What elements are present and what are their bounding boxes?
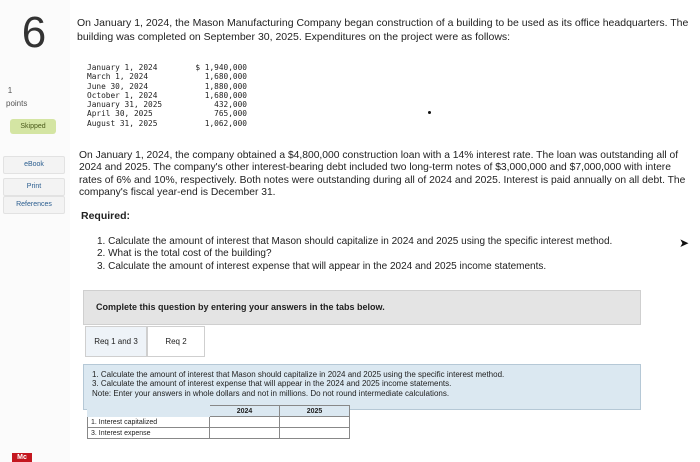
requirements-list (97, 236, 612, 273)
loan-text: On January 1, 2024, the company obtained a $4,800,000 construction loan with a 14% interest rate. The loan was outstanding all of 2024 and 2025. The company's other interest-bearing debt included two long-term notes of $3,000,000 and $7,000,000 with intere rates of 6% and 10%, respectively. Both notes were outstanding during all of 2024 and 2025. Interest is paid annually on all debt. The company's fiscal year-end is December 31. (79, 150, 686, 199)
mouse-cursor-icon: ➤ (679, 236, 690, 250)
table-header-row (88, 406, 350, 417)
table-row: August 31, 2025 1,062,000 (87, 118, 247, 128)
left-rail (0, 0, 70, 462)
table-row: March 1, 2024 1,680,000 (87, 72, 247, 82)
question-number: 6 (21, 8, 47, 57)
answer-table (87, 405, 350, 439)
interest-capitalized-2024-input[interactable] (210, 417, 280, 428)
publisher-logo: Mc (12, 453, 32, 462)
points-label: points (6, 99, 28, 108)
column-header-2024: 2024 (210, 406, 280, 417)
column-header-2025: 2025 (280, 406, 350, 417)
status-badge: Skipped (10, 119, 56, 134)
required-heading: Required: (81, 210, 131, 222)
print-link[interactable]: Print (3, 178, 65, 196)
interest-expense-2024-input[interactable] (210, 428, 280, 439)
ebook-link[interactable]: eBook (3, 156, 65, 174)
table-row: October 1, 2024 1,680,000 (87, 90, 247, 100)
interest-capitalized-2025-input[interactable] (280, 417, 350, 428)
stray-dot (428, 111, 431, 114)
table-row: January 31, 2025 432,000 (87, 100, 247, 110)
table-row (88, 417, 350, 428)
table-row: April 30, 2025 765,000 (87, 109, 247, 119)
tab-req-2[interactable]: Req 2 (147, 326, 205, 357)
tab-panel-instructions: 1. Calculate the amount of interest that Mason should capitalize in 2024 and 2025 using the specific interest method. 3. Calculate the amount of interest expense that will appear in the 2024 and 2025 income statements. Note: Enter your answers in whole dollars and not in millions. Do not round intermediate calculations. (83, 364, 641, 410)
references-link[interactable]: References (3, 196, 65, 214)
list-item: 2. What is the total cost of the building? (97, 248, 272, 260)
row-label: 3. Interest expense (88, 428, 210, 439)
table-row (88, 428, 350, 439)
expenditures-table (87, 63, 247, 128)
table-row: June 30, 2024 1,880,000 (87, 81, 247, 91)
list-item: 3. Calculate the amount of interest expense that will appear in the 2024 and 2025 income statements. (97, 260, 547, 272)
interest-expense-2025-input[interactable] (280, 428, 350, 439)
points-value: 1 (7, 86, 13, 95)
tab-req-1-and-3[interactable]: Req 1 and 3 (85, 326, 147, 357)
tabs-banner: Complete this question by entering your answers in the tabs below. (83, 290, 641, 325)
intro-text: On January 1, 2024, the Mason Manufacturing Company began construction of a building to be used as its office headquarters. The building was completed on September 30, 2025. Expenditures on the project were as follows: (77, 17, 689, 43)
row-label: 1. Interest capitalized (88, 417, 210, 428)
list-item: 1. Calculate the amount of interest that Mason should capitalize in 2024 and 2025 using the specific interest method. (97, 236, 613, 247)
table-row: January 1, 2024 $ 1,940,000 (87, 63, 247, 72)
